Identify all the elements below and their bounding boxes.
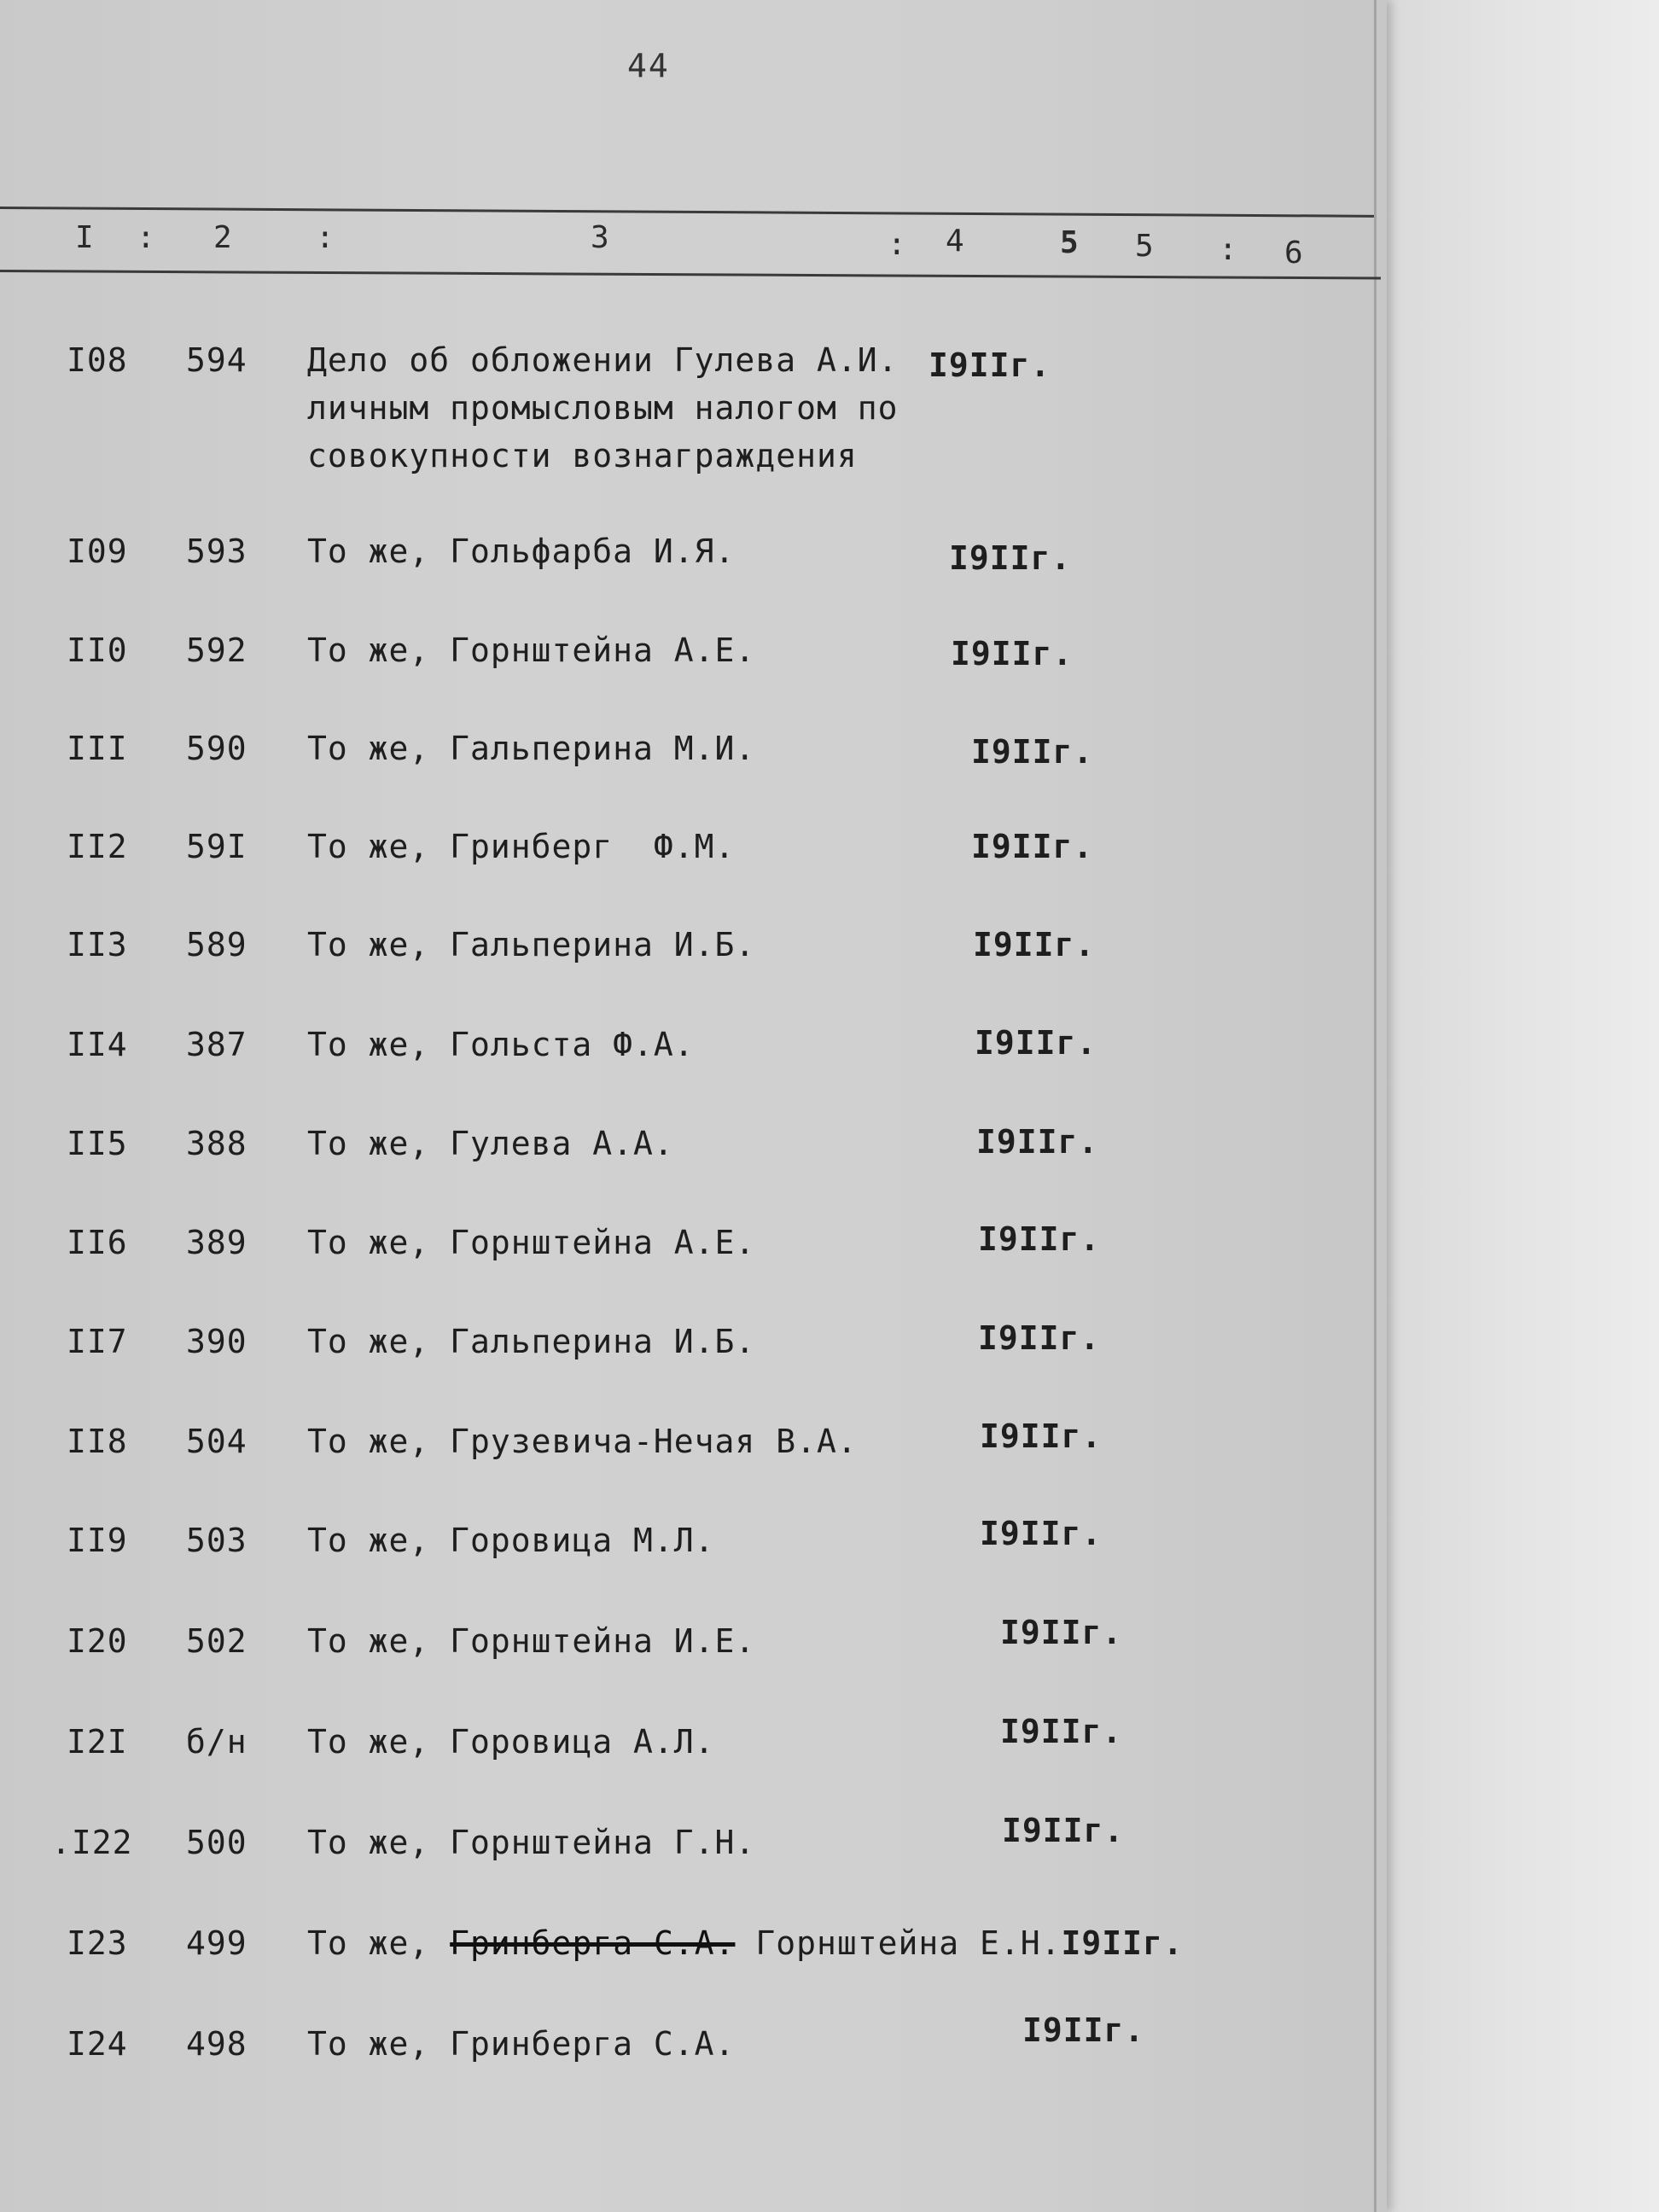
row-number: II8 [67, 1423, 128, 1460]
row-title-correction: Горнштейна Е.Н. [755, 1924, 1062, 1962]
row-title: То же, Гольфарба И.Я. [307, 533, 736, 570]
row-date: I9IIг. [978, 1319, 1101, 1357]
row-title: То же, Горовица М.Л. [307, 1522, 715, 1559]
table-row [0, 533, 1387, 584]
row-date: I9IIг. [1000, 1713, 1123, 1750]
row-title: То же, Гринберг Ф.М. [307, 828, 736, 865]
row-number: II9 [67, 1522, 128, 1559]
inventory-number: 500 [186, 1824, 247, 1861]
inventory-number: 593 [186, 533, 247, 570]
column-header-3: 3 [591, 220, 609, 255]
column-header-2: 2 [213, 220, 232, 255]
table-row [0, 926, 1387, 977]
row-date: I9IIг. [978, 1220, 1101, 1258]
row-date: I9IIг. [949, 539, 1072, 577]
table-row [0, 1924, 1387, 1976]
inventory-number: 589 [186, 926, 247, 963]
row-number: II3 [67, 926, 128, 963]
row-title: То же, Горовица А.Л. [307, 1723, 715, 1761]
table-row [0, 1515, 1387, 1573]
row-date: I9IIг. [1061, 1924, 1184, 1962]
table-row [0, 1417, 1387, 1474]
table-row [0, 828, 1387, 879]
column-header-separator: : [1219, 232, 1237, 267]
table-row [0, 1713, 1387, 1774]
row-date: I9IIг. [976, 1123, 1099, 1161]
row-date: I9IIг. [1022, 2011, 1145, 2049]
row-title [307, 1924, 1184, 1962]
row-title: То же, Горнштейна А.Е. [307, 632, 756, 669]
table-row [0, 632, 1387, 683]
row-title: То же, Гальперина И.Б. [307, 1323, 756, 1360]
row-title: То же, Гальперина М.И. [307, 730, 756, 767]
row-number: I08 [67, 341, 128, 379]
row-number: I2I [67, 1723, 128, 1761]
table-row [0, 1614, 1387, 1674]
row-date: I9IIг. [951, 635, 1074, 672]
column-header-5: 5 [1135, 229, 1154, 264]
inventory-number: б/н [186, 1723, 247, 1761]
column-header-separator: : [137, 220, 155, 255]
inventory-number: 389 [186, 1224, 247, 1261]
row-number: II6 [67, 1224, 128, 1261]
table-row [0, 1319, 1387, 1374]
row-date: I9IIг. [928, 346, 1051, 384]
column-header-separator: : [888, 227, 906, 262]
table-row [0, 1125, 1387, 1176]
page-number: 44 [627, 47, 670, 84]
row-title-line: личным промысловым налогом по [307, 389, 899, 427]
row-date: I9IIг. [1002, 1812, 1125, 1849]
row-title: То же, Гольста Ф.А. [307, 1026, 695, 1063]
inventory-number: 498 [186, 2025, 247, 2063]
column-header-separator: : [316, 220, 335, 255]
table-row [0, 2011, 1387, 2076]
inventory-number: 59I [186, 828, 247, 865]
row-date: I9IIг. [980, 1515, 1103, 1552]
row-number: II0 [67, 632, 128, 669]
column-header-5-overtyped: 5 [1060, 225, 1079, 260]
row-date: I9IIг. [975, 1024, 1097, 1062]
inventory-number: 390 [186, 1323, 247, 1360]
row-title-line: совокупности вознаграждения [307, 437, 858, 474]
inventory-number: 499 [186, 1924, 247, 1962]
row-date: I9IIг. [973, 926, 1096, 963]
row-title: То же, Горнштейна Г.Н. [307, 1824, 756, 1861]
row-date: I9IIг. [971, 828, 1094, 865]
row-number: .I22 [51, 1824, 133, 1861]
row-title: То же, Горнштейна И.Е. [307, 1622, 756, 1660]
column-header-1: I [75, 220, 94, 255]
row-number: II4 [67, 1026, 128, 1063]
header-rule-bottom [0, 270, 1381, 279]
row-date: I9IIг. [1000, 1614, 1123, 1651]
row-number: I09 [67, 533, 128, 570]
inventory-number: 504 [186, 1423, 247, 1460]
column-header-6: 6 [1284, 236, 1303, 271]
inventory-number: 503 [186, 1522, 247, 1559]
row-number: I23 [67, 1924, 128, 1962]
row-number: I20 [67, 1622, 128, 1660]
row-number: II7 [67, 1323, 128, 1360]
inventory-number: 592 [186, 632, 247, 669]
inventory-number: 594 [186, 341, 247, 379]
row-title-line: Дело об обложении Гулева А.И. [307, 341, 899, 379]
row-title-prefix: То же, [307, 1924, 430, 1962]
row-number: II5 [67, 1125, 128, 1162]
table-row [0, 730, 1387, 781]
inventory-number: 387 [186, 1026, 247, 1063]
row-title: То же, Гулева А.А. [307, 1125, 674, 1162]
column-header-4: 4 [946, 224, 964, 259]
row-number: II2 [67, 828, 128, 865]
underlying-sheet [1365, 0, 1659, 2212]
row-title: То же, Грузевича-Нечая В.А. [307, 1423, 858, 1460]
inventory-number: 502 [186, 1622, 247, 1660]
inventory-number: 590 [186, 730, 247, 767]
inventory-number: 388 [186, 1125, 247, 1162]
row-title: То же, Гринберга С.А. [307, 2025, 736, 2063]
page-edge-shadow [1374, 0, 1377, 2212]
row-number: III [67, 730, 128, 767]
table-row [0, 1812, 1387, 1875]
table-row [0, 1220, 1387, 1275]
row-number: I24 [67, 2025, 128, 2063]
header-rule-top [0, 207, 1374, 218]
table-row [0, 1026, 1387, 1077]
row-date: I9IIг. [971, 733, 1094, 771]
row-title: То же, Гальперина И.Б. [307, 926, 756, 963]
row-title: То же, Горнштейна А.Е. [307, 1224, 756, 1261]
row-date: I9IIг. [980, 1417, 1103, 1455]
struck-out-text: Гринберга С.А. [450, 1924, 736, 1962]
